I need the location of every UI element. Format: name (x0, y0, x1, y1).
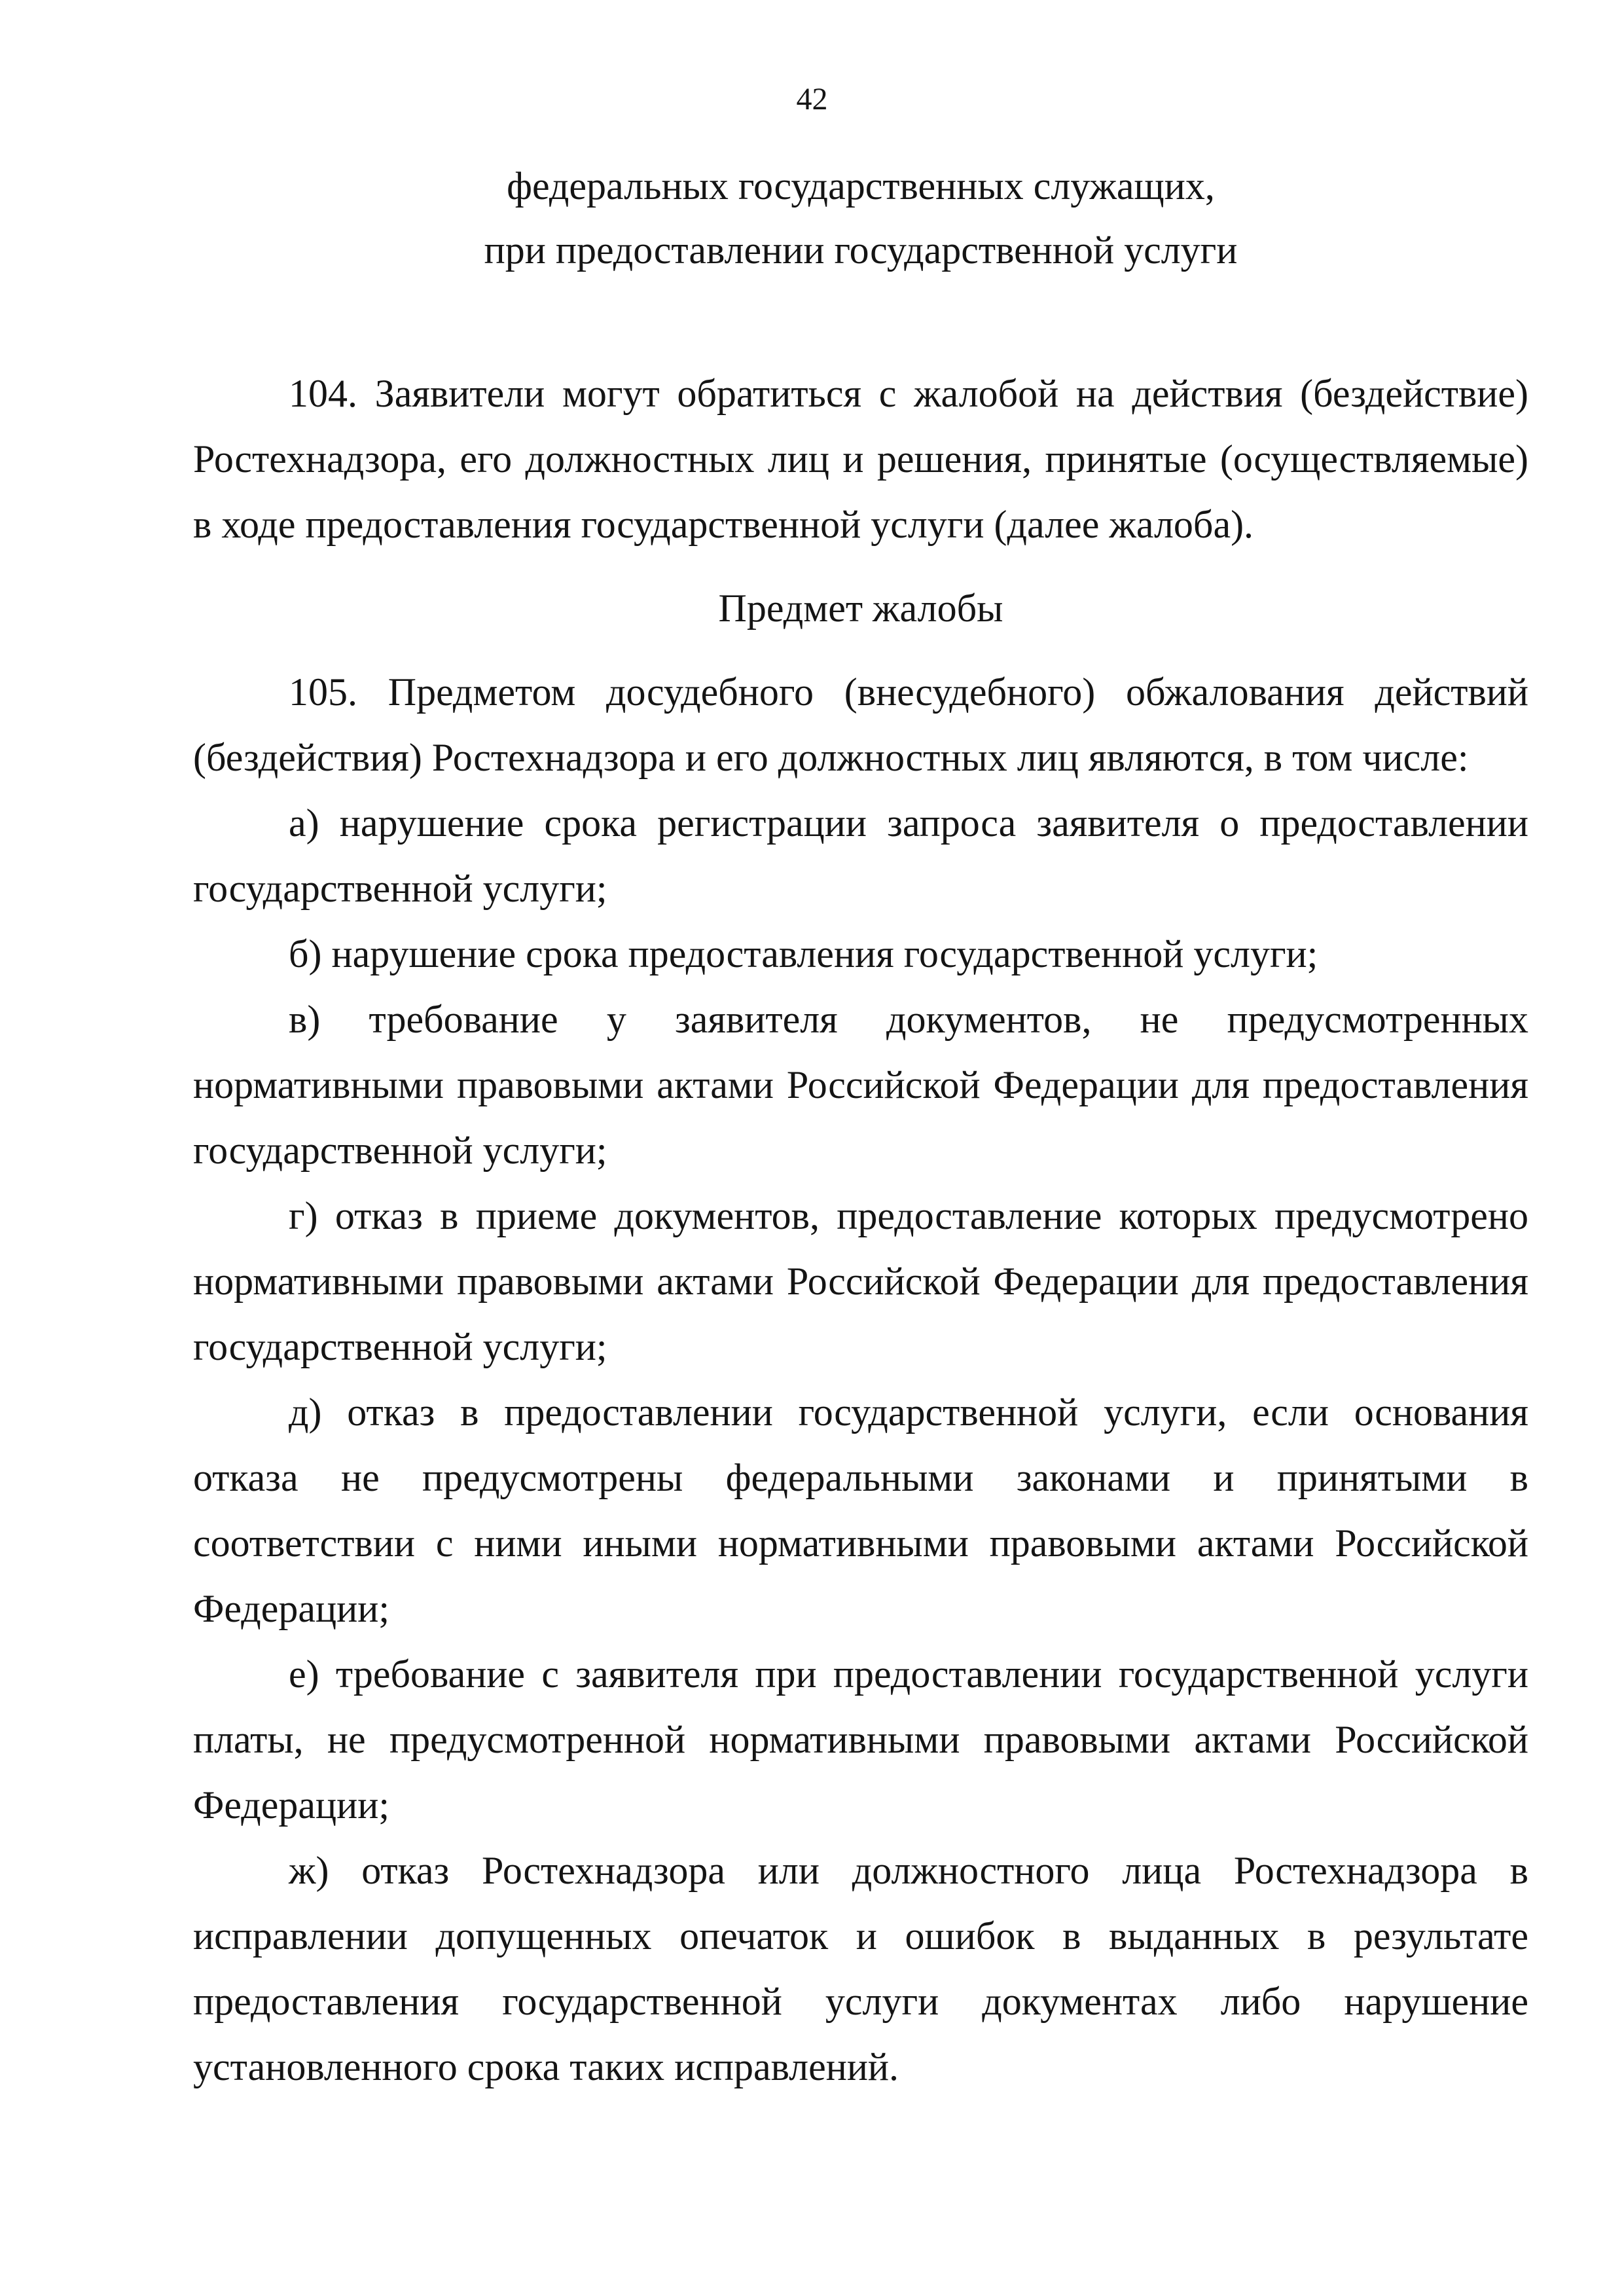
paragraph-105: 105. Предметом досудебного (внесудебного) обжалования действий (бездействия) Ростехнадзора и его должностных лиц являются, в том числе: (193, 670, 1528, 779)
list-item-a: а) нарушение срока регистрации запроса заявителя о предоставлении государственной услуги; (193, 801, 1528, 910)
document-body (193, 154, 1528, 2100)
paragraph-104: 104. Заявители могут обратиться с жалобой на действия (бездействие) Ростехнадзора, его должностных лиц и решения, принятые (осуществляемые) в ходе предоставления государственной услуги (далее жалоба). (193, 372, 1528, 546)
list-item-d: д) отказ в предоставлении государственной услуги, если основания отказа не предусмотрены федеральными законами и принятыми в соответствии с ними иными нормативными правовыми актами Российской Федерации; (193, 1391, 1528, 1630)
section-heading (193, 154, 1528, 282)
list-item-g: г) отказ в приеме документов, предоставление которых предусмотрено нормативными правовыми актами Российской Федерации для предоставления государственной услуги; (193, 1194, 1528, 1368)
list-item-e: е) требование с заявителя при предоставлении государственной услуги платы, не предусмотренной нормативными правовыми актами Российской Федерации; (193, 1652, 1528, 1827)
list-item-b: б) нарушение срока предоставления государственной услуги; (289, 932, 1318, 975)
section-heading-line-1: федеральных государственных служащих, (507, 164, 1215, 208)
list-item-v: в) требование у заявителя документов, не предусмотренных нормативными правовыми актами Российской Федерации для предоставления государственной услуги; (193, 998, 1528, 1172)
section-heading-line-2: при предоставлении государственной услуги (484, 228, 1238, 272)
page-number: 42 (796, 82, 828, 117)
list-item-zh: ж) отказ Ростехнадзора или должностного лица Ростехнадзора в исправлении допущенных опечаток и ошибок в выданных в результате предоставления государственной услуги документах либо нарушение установленного срока таких исправлений. (193, 1849, 1528, 2088)
subject-title: Предмет жалобы (718, 587, 1003, 630)
